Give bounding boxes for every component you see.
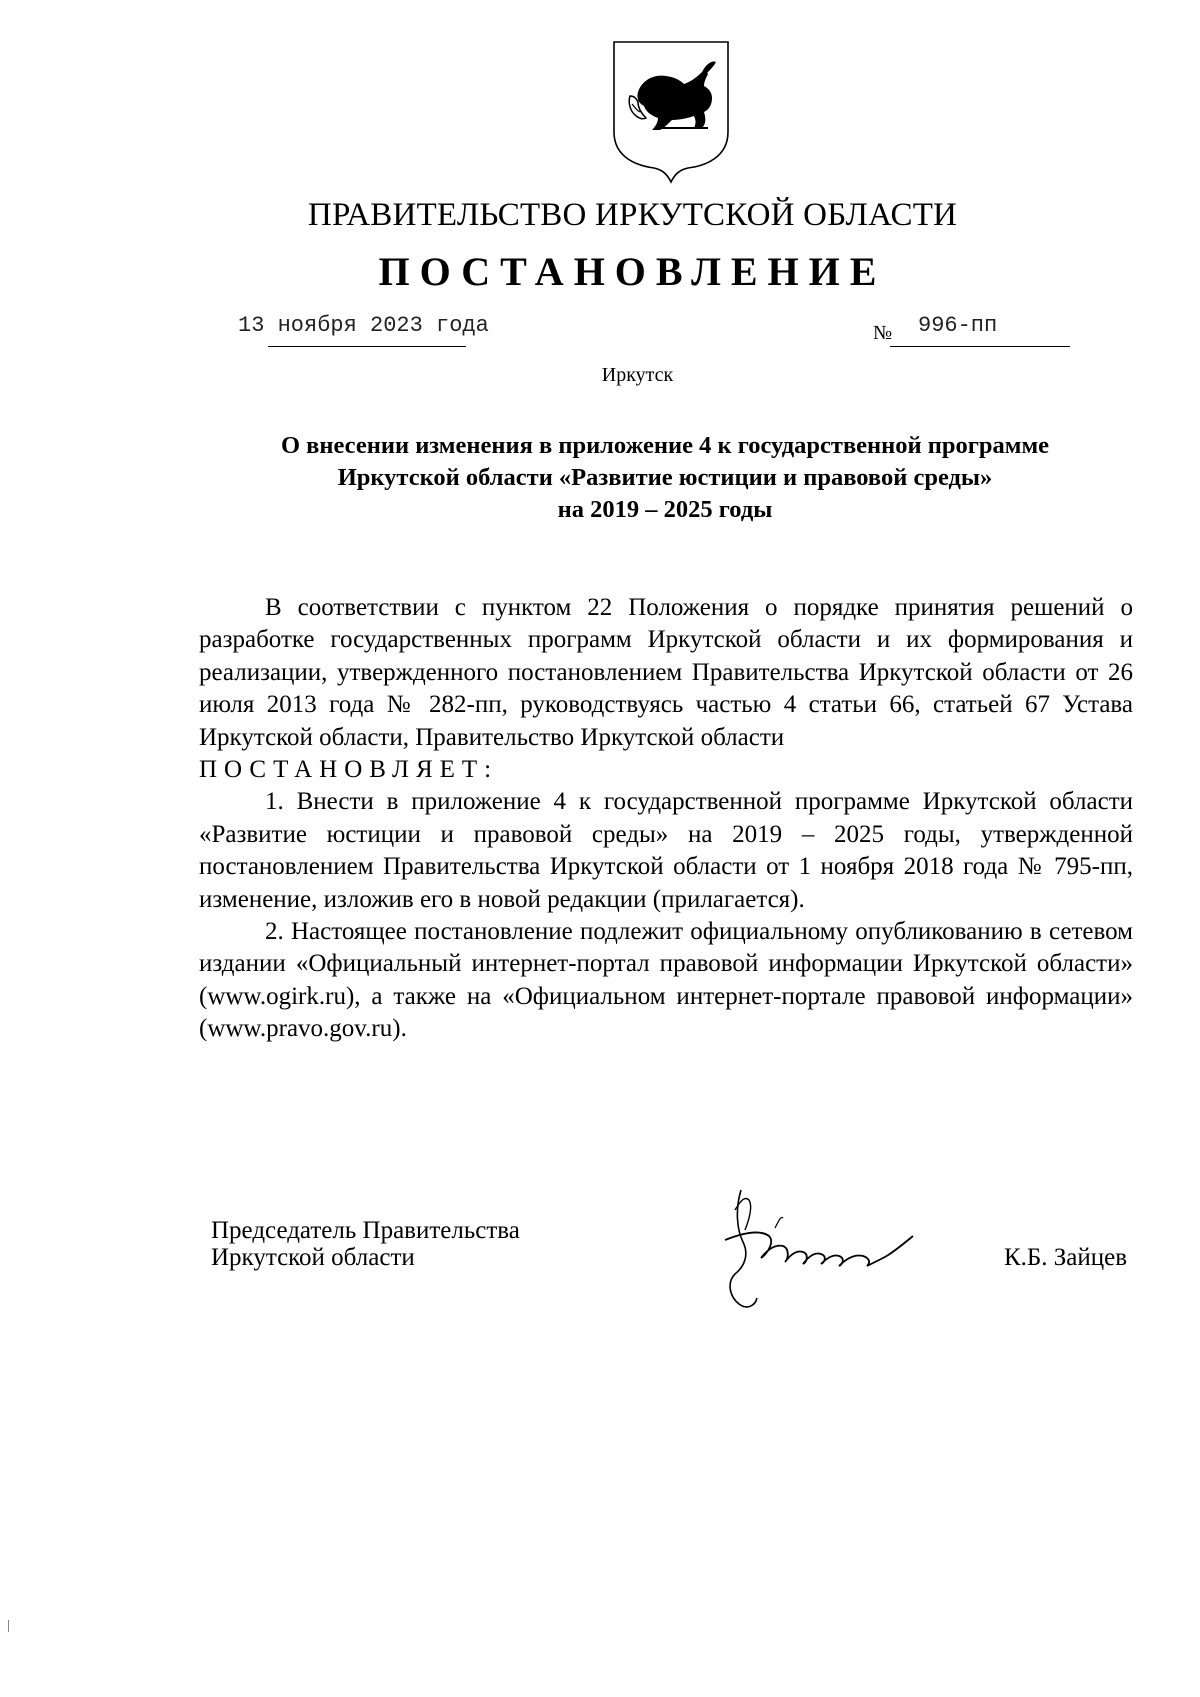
- signatory-position: [211, 1217, 520, 1271]
- decree-word: ПОСТАНОВЛЯЕТ:: [199, 756, 499, 784]
- title-line-1: О внесении изменения в приложение 4 к государственной программе: [280, 432, 1050, 459]
- city-name: Иркутск: [601, 364, 674, 386]
- item-1-paragraph: 1. Внести в приложение 4 к государственной программе Иркутской области «Развитие юстиции и правовой среды» на 2019 – 2025 годы, утвержденной постановлением Правительства Иркутской области от 1 ноября 2018 года № 795-пп, изменение, изложив его в новой редакции (прилагается).: [199, 788, 1133, 913]
- document-title: [200, 430, 1130, 526]
- document-body: [199, 592, 1133, 1046]
- position-line-1: Председатель Правительства: [211, 1217, 520, 1244]
- position-line-2: Иркутской области: [211, 1244, 415, 1271]
- organization-name: ПРАВИТЕЛЬСТВО ИРКУТСКОЙ ОБЛАСТИ: [307, 197, 958, 233]
- document-date: 13 ноября 2023 года: [238, 313, 489, 338]
- document-type-heading: ПОСТАНОВЛЕНИЕ: [378, 249, 887, 294]
- item-2-paragraph: 2. Настоящее постановление подлежит официальному опубликованию в сетевом издании «Официальный интернет-портал правовой информации Иркутской области» (www.ogirk.ru), а также на «Официальном интернет-портале правовой информации» (www.pravo.gov.ru).: [199, 918, 1133, 1043]
- handwritten-signature-icon: [705, 1170, 955, 1330]
- number-label: №: [873, 322, 893, 344]
- date-underline: [268, 346, 466, 347]
- coat-of-arms-icon: [608, 40, 734, 184]
- document-number: 996-пп: [918, 313, 998, 338]
- number-underline: [890, 346, 1070, 347]
- scan-margin-mark: [8, 1620, 9, 1632]
- title-line-2: Иркутской области «Развитие юстиции и правовой среды»: [337, 464, 993, 491]
- signatory-name: К.Б. Зайцев: [1004, 1244, 1128, 1271]
- title-line-3: на 2019 – 2025 годы: [557, 496, 773, 523]
- preamble-paragraph: В соответствии с пунктом 22 Положения о порядке принятия решений о разработке государственных программ Иркутской области и их формирования и реализации, утвержденного постановлением Правительства Иркутской области от 26 июля 2013 года № 282-пп, руководствуясь частью 4 статьи 66, статьей 67 Устава Иркутской области, Правительство Иркутской области: [199, 594, 1133, 751]
